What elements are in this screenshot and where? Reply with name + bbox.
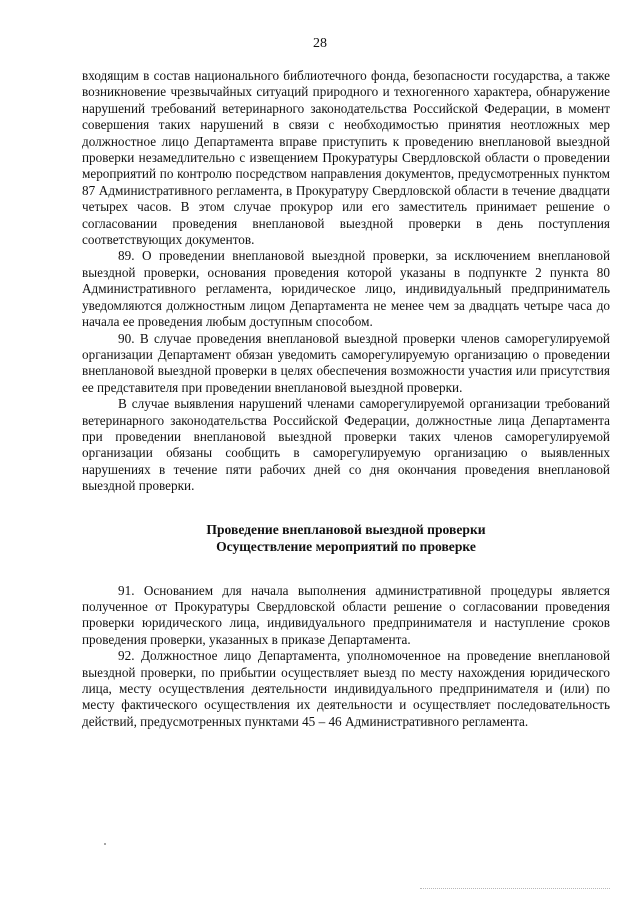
paragraph-91: 91. Основанием для начала выполнения административной процедуры является полученное от Прокуратуры Свердловской области решение о согласовании проведения проверки юридического лица, индивидуального предпринимателя и наступление сроков проведения проверки, указанных в приказе Департамента. <box>82 582 610 647</box>
document-body <box>82 68 610 730</box>
paragraph-continued: входящим в состав национального библиотечного фонда, безопасности государства, а также возникновение чрезвычайных ситуаций природного и техногенного характера, обнаружение нарушений требований ветеринарного законодательства Российской Федерации, в момент совершения таких нарушений в связи с необходимостью принятия неотложных мер должностное лицо Департамента вправе приступить к проведению внеплановой выездной проверки незамедлительно с извещением Прокуратуры Свердловской области о проведении мероприятий по контролю посредством направления документов, предусмотренных пунктом 87 Административного регламента, в Прокуратуру Свердловской области в течение двадцати четырех часов. В этом случае прокурор или его заместитель принимает решение о согласовании проведения внеплановой выездной проверки в день поступления соответствующих документов. <box>82 68 610 248</box>
paragraph-89: 89. О проведении внеплановой выездной проверки, за исключением внеплановой выездной проверки, основания проведения которой указаны в подпункте 2 пункта 80 Административного регламента, юридическое лицо, индивидуальный предприниматель уведомляются должностным лицом Департамента не менее чем за двадцать четыре часа до начала ее проведения любым доступным способом. <box>82 248 610 330</box>
paragraph-92: 92. Должностное лицо Департамента, уполномоченное на проведение внеплановой выездной проверки, по прибытии осуществляет выезд по месту нахождения юридического лица, месту осуществления деятельности индивидуального предпринимателя и (или) по месту фактического осуществления их деятельности и осуществляет последовательность действий, предусмотренных пунктами 45 – 46 Административного регламента. <box>82 648 610 729</box>
scan-dot-mark <box>104 843 106 845</box>
section-heading-line-2: Осуществление мероприятий по проверке <box>216 538 476 554</box>
paragraph-90: 90. В случае проведения внеплановой выездной проверки членов саморегулируемой организации Департамент обязан уведомить саморегулируемую организацию о проведении внеплановой выездной проверки в целях обеспечения возможности участия или присутствия ее представителя при проведении внеплановой выездной проверки. <box>82 330 610 395</box>
page-number: 28 <box>313 36 327 51</box>
paragraph-90-continuation: В случае выявления нарушений членами саморегулируемой организации требований ветеринарного законодательства Российской Федерации, должностные лица Департамента при проведении внеплановой выездной проверки таких членов саморегулируемой организации обязаны сообщить в саморегулируемую организацию о выявленных нарушениях в течение пяти рабочих дней со дня окончания проведения внеплановой выездной проверки. <box>82 396 610 494</box>
section-heading <box>82 521 610 555</box>
scan-dotted-line <box>420 888 610 889</box>
section-heading-line-1: Проведение внеплановой выездной проверки <box>206 521 486 537</box>
